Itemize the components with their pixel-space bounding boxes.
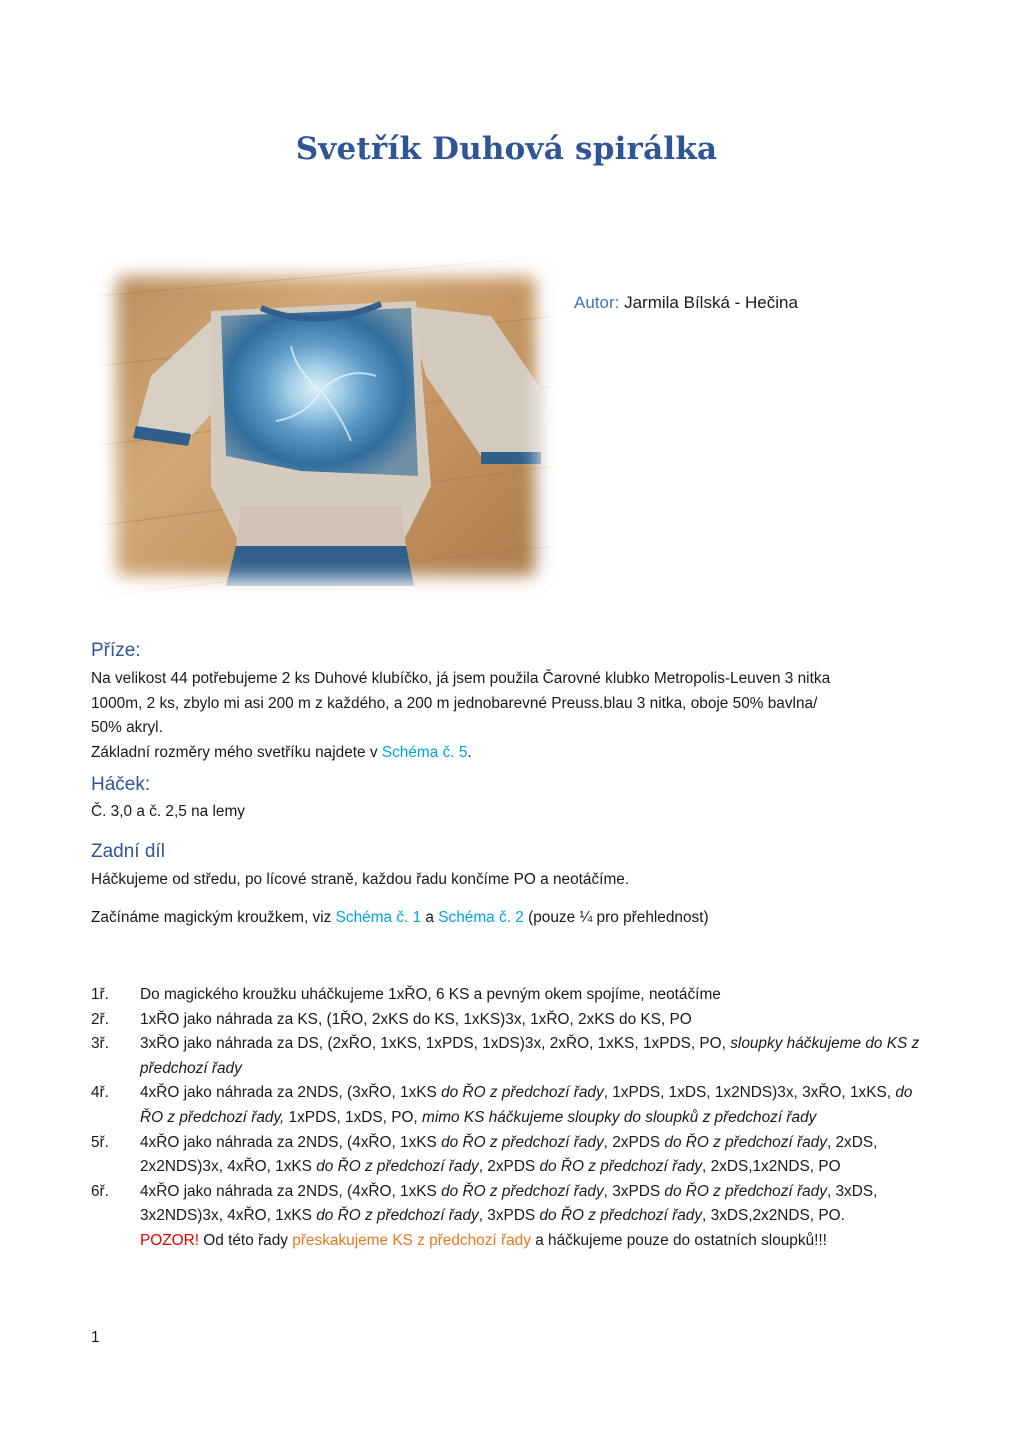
scheme-5-link[interactable]: Schéma č. 5 [381, 743, 468, 761]
row-text-part: , 3xDS, 3x2NDS)3x, 4xŘO, 1xKS [140, 1182, 878, 1225]
row-text-part: , 2xPDS [603, 1133, 665, 1151]
row-step [91, 1032, 931, 1081]
row-text-part: 1xPDS, 1xDS, PO, [284, 1108, 422, 1126]
yarn-line-1: Na velikost 44 potřebujeme 2 ks Duhové klubíčko, já jsem použila Čarovné klubko Metropolis-Leuven 3 nitka [91, 670, 831, 687]
row-text-part: Od této řady [199, 1231, 293, 1249]
magic-ring-text: Začínáme magickým kroužkem, viz [91, 909, 336, 926]
row-step [91, 1131, 931, 1180]
highlight-text: přeskakujeme KS z předchozí řady [292, 1231, 531, 1249]
row-text: 1xŘO jako náhrada za KS, (1ŘO, 2xKS do KS, 1xKS)3x, 1xŘO, 2xKS do KS, PO [140, 1010, 692, 1028]
row-text [140, 1131, 931, 1180]
row-step [91, 1180, 931, 1254]
row-note: do ŘO z předchozí řady, [140, 1084, 913, 1126]
back-heading: Zadní díl [91, 841, 165, 862]
row-note: do ŘO z předchozí řady [664, 1182, 827, 1200]
yarn-heading: Příze: [91, 640, 141, 661]
row-text-part: a háčkujeme pouze do ostatních sloupků!!! [530, 1231, 827, 1249]
row-number: 4ř. [91, 1084, 109, 1102]
yarn-line-3: 50% akryl. [91, 719, 163, 736]
scheme-1-link[interactable]: Schéma č. 1 [335, 909, 422, 926]
author-name: Jarmila Bílská - Hečina [624, 293, 798, 312]
row-note: do ŘO z předchozí řady [539, 1158, 703, 1176]
row-text-part: , 2xPDS [478, 1158, 540, 1176]
row-note: do ŘO z předchozí řady [441, 1182, 604, 1200]
row-instructions [91, 983, 931, 1254]
row-text [140, 1081, 931, 1130]
row-text-part: , 3xDS,2x2NDS, PO. [702, 1207, 845, 1225]
row-note: do ŘO z předchozí řady [441, 1133, 604, 1151]
row-note: do ŘO z předchozí řady [316, 1207, 479, 1225]
row-text-part: , 3xPDS [603, 1182, 665, 1200]
scheme-2-link[interactable]: Schéma č. 2 [438, 909, 524, 926]
row-text-part: 4xŘO jako náhrada za 2NDS, (3xŘO, 1xKS [140, 1084, 442, 1102]
row-note: mimo KS háčkujeme sloupky do sloupků z předchozí řady [422, 1108, 817, 1126]
author-label: Autor: [574, 293, 620, 312]
row-note: do ŘO z předchozí řady [664, 1133, 827, 1151]
dimensions-period: . [467, 743, 472, 761]
row-text: Do magického kroužku uháčkujeme 1xŘO, 6 KS a pevným okem spojíme, neotáčíme [140, 986, 721, 1003]
row-step [91, 983, 931, 1008]
magic-ring-line [91, 906, 931, 931]
warning-label: POZOR! [140, 1231, 199, 1249]
row-number: 1ř. [91, 986, 109, 1003]
hook-heading: Háček: [91, 774, 151, 795]
row-number: 5ř. [91, 1133, 109, 1151]
row-number: 6ř. [91, 1182, 109, 1200]
row-text-part: 4xŘO jako náhrada za 2NDS, (4xŘO, 1xKS [140, 1133, 442, 1151]
dimensions-line [91, 741, 931, 766]
row-number: 3ř. [91, 1035, 109, 1053]
sweater-photo [96, 256, 556, 596]
dimensions-text: Základní rozměry mého svetříku najdete v [91, 743, 382, 761]
row-text-part: 4xŘO jako náhrada za 2NDS, (4xŘO, 1xKS [140, 1182, 442, 1200]
row-note: do ŘO z předchozí řady [316, 1158, 479, 1176]
document-title: Svetřík Duhová spirálka [295, 131, 718, 167]
yarn-paragraph [91, 667, 931, 765]
row-text-part: , 2xDS, 2x2NDS)3x, 4xŘO, 1xKS [140, 1133, 878, 1176]
hook-text: Č. 3,0 a č. 2,5 na lemy [91, 803, 245, 820]
row-text [140, 1032, 931, 1081]
back-intro: Háčkujeme od středu, po lícové straně, každou řadu končíme PO a neotáčíme. [91, 871, 630, 888]
row-note: do ŘO z předchozí řady [441, 1084, 604, 1102]
sweater-illustration [96, 256, 556, 596]
row-text [140, 1180, 931, 1254]
row-note: do ŘO z předchozí řady [539, 1207, 703, 1225]
row-step [91, 1008, 931, 1033]
row-step [91, 1081, 931, 1130]
row-number: 2ř. [91, 1010, 109, 1028]
row-text-part: , 3xPDS [478, 1207, 540, 1225]
magic-ring-and: a [421, 909, 439, 926]
row-note: sloupky háčkujeme do KS z předchozí řady [140, 1035, 920, 1077]
row-text-part: , 1xPDS, 1xDS, 1x2NDS)3x, 3xŘO, 1xKS, [603, 1084, 896, 1102]
yarn-line-2: 1000m, 2 ks, zbylo mi asi 200 m z každého, a 200 m jednobarevné Preuss.blau 3 nitka, oboje 50% bavlna/ [91, 694, 818, 712]
magic-ring-note: (pouze ¼ pro přehlednost) [523, 909, 709, 926]
page-number: 1 [91, 1329, 100, 1346]
row-text-part: 3xŘO jako náhrada za DS, (2xŘO, 1xKS, 1xPDS, 1xDS)3x, 2xŘO, 1xKS, 1xPDS, PO, [140, 1035, 731, 1053]
author-line [574, 293, 798, 313]
row-text-part: , 2xDS,1x2NDS, PO [702, 1158, 841, 1176]
